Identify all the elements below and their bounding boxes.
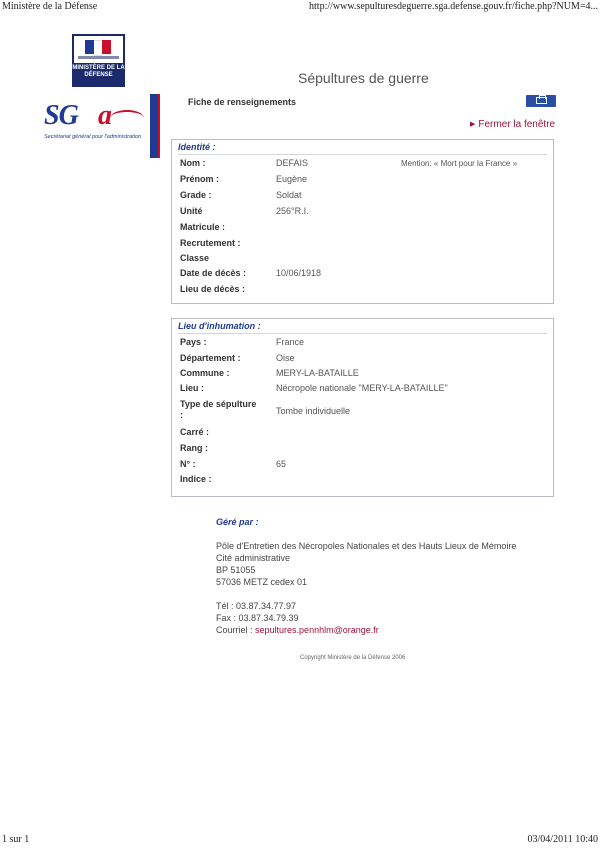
print-button[interactable] bbox=[526, 95, 556, 107]
courriel-label: Courriel : bbox=[216, 625, 253, 635]
sga-logo-tagline: Secrétariat général pour l'administration bbox=[44, 134, 142, 140]
sga-logo-wordmark: SG bbox=[44, 100, 78, 131]
gere-addr-3: 57036 METZ cedex 01 bbox=[216, 577, 308, 587]
ministry-logo-text: MINISTÈRE DE LA DÉFENSE bbox=[72, 65, 125, 78]
print-header-title: Ministère de la Défense bbox=[2, 1, 98, 12]
inhumation-title: Lieu d'inhumation : bbox=[178, 321, 261, 331]
mention-text: Mention: « Mort pour la France » bbox=[401, 159, 518, 168]
gere-fax: Fax : 03.87.34.79.39 bbox=[216, 613, 299, 623]
sga-swoosh-icon bbox=[110, 110, 144, 126]
gere-addr-1: Cité administrative bbox=[216, 553, 291, 563]
gere-courriel bbox=[216, 625, 379, 635]
arrow-right-icon: ▶ bbox=[470, 121, 476, 128]
identite-panel: Identité : Mention: « Mort pour la France » Nom : DEFAIS Prénom : Eugène Grade : Soldat Unité 256°R.I. Matricule : Recrutement : Classe Date de décès : 10/06/1918 Lieu de décès : bbox=[171, 139, 554, 304]
page-title: Sépultures de guerre bbox=[298, 70, 429, 86]
gere-par-title: Géré par : bbox=[216, 517, 259, 527]
identite-title: Identité : bbox=[178, 142, 216, 152]
sga-logo-bar bbox=[150, 94, 158, 158]
close-window-link[interactable] bbox=[470, 119, 555, 130]
print-footer-page: 1 sur 1 bbox=[2, 834, 30, 845]
courriel-link[interactable]: sepultures.pennhlm@orange.fr bbox=[255, 625, 379, 635]
printer-icon bbox=[536, 97, 547, 104]
ministry-logo bbox=[72, 34, 125, 87]
gere-addr-2: BP 51055 bbox=[216, 565, 256, 575]
sga-logo-accent bbox=[158, 94, 160, 158]
sga-logo bbox=[36, 94, 160, 160]
gere-org: Pôle d'Entretien des Nécropoles Nationales et des Hauts Lieux de Mémoire bbox=[216, 541, 517, 551]
inhumation-panel: Lieu d'inhumation : Pays : France Département : Oise Commune : MERY-LA-BATAILLE Lieu : Nécropole nationale "MERY-LA-BATAILLE" Type de sépulture : Tombe individuelle Carré : Rang : N° : 65 Indice : bbox=[171, 318, 554, 497]
print-footer-date: 03/04/2011 10:40 bbox=[527, 834, 598, 845]
gere-tel: Tél : 03.87.34.77.97 bbox=[216, 601, 297, 611]
print-header-url: http://www.sepulturesdeguerre.sga.defense.gouv.fr/fiche.php?NUM=4... bbox=[309, 1, 598, 12]
french-flag-icon bbox=[85, 40, 111, 54]
sga-logo-letter: a bbox=[98, 100, 112, 131]
page-subtitle: Fiche de renseignements bbox=[188, 97, 297, 107]
copyright: Copyright Ministère de la Défense 2006 bbox=[300, 655, 406, 661]
close-window-label: Fermer la fenêtre bbox=[478, 119, 556, 130]
